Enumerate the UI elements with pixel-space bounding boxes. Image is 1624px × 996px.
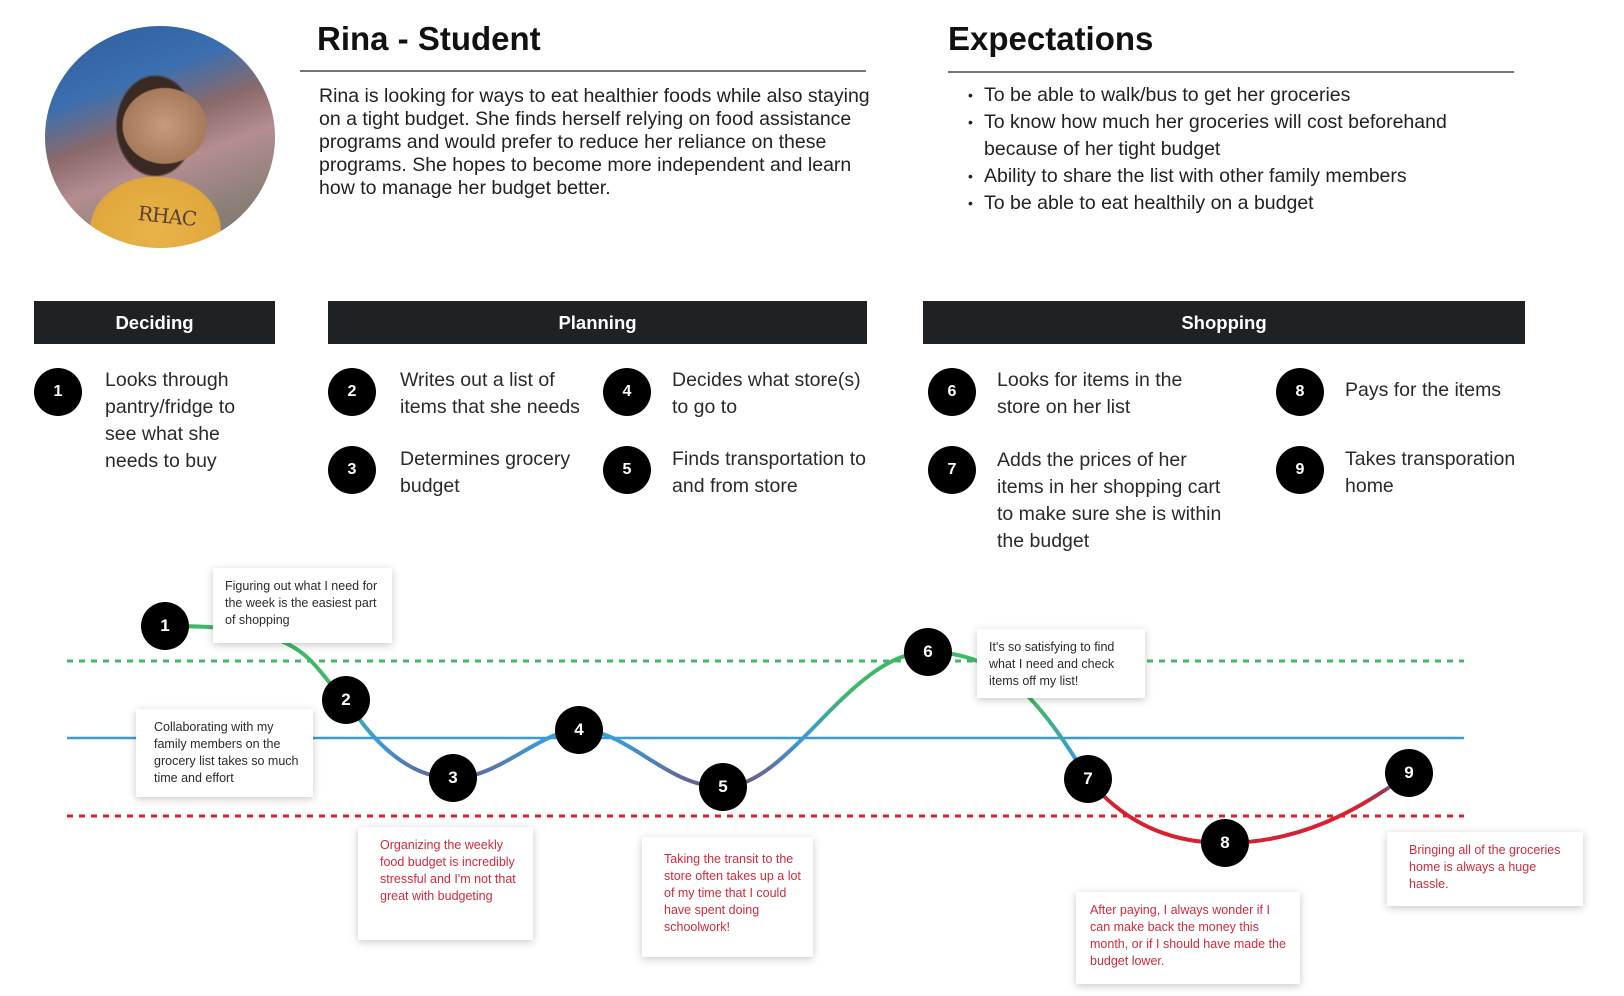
step-number-1: 1 <box>34 368 82 416</box>
note-step-3: Organizing the weekly food budget is incredibly stressful and I'm not that great with budgeting <box>358 827 533 940</box>
persona-bio: Rina is looking for ways to eat healthier foods while also staying on a tight budget. She finds herself relying on food assistance programs and would prefer to reduce her reliance on these programs. She hopes to become more independent and learn how to manage her budget better. <box>319 85 870 199</box>
note-step-5: Taking the transit to the store often takes up a lot of my time that I could have spent doing schoolwork! <box>642 837 813 957</box>
journey-node-7: 7 <box>1064 755 1112 803</box>
step-number-7: 7 <box>928 446 976 494</box>
expectation-item: • To know how much her groceries will cost beforehand because of her tight budget <box>968 109 1464 163</box>
journey-node-6: 6 <box>904 628 952 676</box>
note-step-2: Collaborating with my family members on the grocery list takes so much time and effort <box>136 709 313 797</box>
step-text-6: Looks for items in the store on her list <box>997 369 1183 418</box>
journey-node-2: 2 <box>322 676 370 724</box>
step-text-8: Pays for the items <box>1345 379 1502 401</box>
avatar-shirt-text: RHAC <box>136 201 198 231</box>
note-step-6: It's so satisfying to find what I need and check items off my list! <box>977 629 1145 698</box>
journey-node-4: 4 <box>555 706 603 754</box>
step-text-9: Takes transporation home <box>1345 448 1516 497</box>
step-text-3: Determines grocery budget <box>400 448 571 497</box>
persona-title: Rina - Student <box>317 20 541 57</box>
step-text-7: Adds the prices of her items in her shopping cart to make sure she is within the budget <box>997 449 1222 552</box>
journey-node-3: 3 <box>429 754 477 802</box>
step-number-3: 3 <box>328 446 376 494</box>
step-text-5: Finds transportation to and from store <box>672 448 867 497</box>
step-number-8: 8 <box>1276 368 1324 416</box>
note-step-1: Figuring out what I need for the week is the easiest part of shopping <box>213 568 392 643</box>
step-text-4: Decides what store(s) to go to <box>672 369 861 418</box>
expectation-item: • To be able to eat healthily on a budget <box>968 190 1528 217</box>
step-number-4: 4 <box>603 368 651 416</box>
phase-deciding: Deciding <box>34 301 275 344</box>
step-number-6: 6 <box>928 368 976 416</box>
phase-planning: Planning <box>328 301 867 344</box>
expectation-item: • To be able to walk/bus to get her groceries <box>968 82 1528 109</box>
step-text-1: Looks through pantry/fridge to see what she needs to buy <box>105 369 236 472</box>
journey-node-1: 1 <box>141 602 189 650</box>
step-text-2: Writes out a list of items that she needs <box>400 369 580 418</box>
expectation-item: • Ability to share the list with other family members <box>968 163 1528 190</box>
step-number-9: 9 <box>1276 446 1324 494</box>
journey-curve <box>723 652 928 787</box>
note-step-9: Bringing all of the groceries home is always a huge hassle. <box>1387 832 1583 906</box>
journey-node-8: 8 <box>1201 819 1249 867</box>
step-number-5: 5 <box>603 446 651 494</box>
note-step-8: After paying, I always wonder if I can make back the money this month, or if I should have made the budget lower. <box>1076 892 1300 984</box>
journey-node-5: 5 <box>699 763 747 811</box>
expectations-heading: Expectations <box>948 20 1154 57</box>
phase-shopping: Shopping <box>923 301 1525 344</box>
journey-node-9: 9 <box>1385 749 1433 797</box>
step-number-2: 2 <box>328 368 376 416</box>
